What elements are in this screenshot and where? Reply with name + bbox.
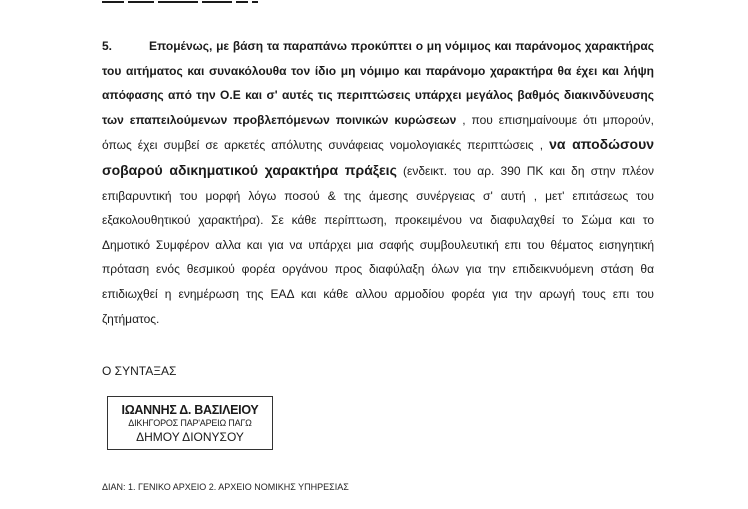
paragraph-bold-text: Επομένως, με βάση τα παραπάνω προκύπτει ο μη νόμιμος και παράνομος χαρακτήρας του αιτήματος και συνακόλουθα τον ίδιο μη νόμιμο και παράνομο χαρακτήρα θα έχει και λήψη απόφασης από την Ο.Ε και σ' αυτές τις περιπτώσεις υπάρχει μεγάλος βαθμός διακινδύνευσης των επαπειλούμενων προβλεπόμενων ποινικών κυρώσεων xyxy=(102,39,654,127)
paragraph-text-1: , που επισημαίνουμε ότι μπορούν, όπως έχει συμβεί σε αρκετές απόλυτης συνάφειας νομολογιακές περιπτώσεις , xyxy=(102,112,654,153)
signature-name: ΙΩΑΝΝΗΣ Δ. ΒΑΣΙΛΕΙΟΥ xyxy=(121,403,259,417)
signature-organization: ΔΗΜΟΥ ΔΙΟΝΥΣΟΥ xyxy=(136,430,244,444)
distribution-list: ΔΙΑΝ: 1. ΓΕΝΙΚΟ ΑΡΧΕΙΟ 2. ΑΡΧΕΙΟ ΝΟΜΙΚΗΣ ΥΠΗΡΕΣΙΑΣ xyxy=(102,482,349,492)
paragraph-emphasis: να αποδώσουν σοβαρού αδικηματικού χαρακτήρα πράξεις xyxy=(102,136,655,178)
paragraph-text-2: (ενδεικτ. του αρ. 390 ΠΚ και δη στην πλέον επιβαρυντική του μορφή λόγω ποσού & της άμεσης συνέργειας σ' αυτή , μετ' επιτάσεως του εξακολουθητικού χαρακτήρα). Σε κάθε περίπτωση, προκειμένου να διαφυλαχθεί το Σώμα και το Δημοτικό Συμφέρον αλλα και για να υπάρχει μια σαφής συμβουλευτική επι του θέματος εισηγητική πρόταση ενός θεσμικού φορέα οργάνου προς διαφύλαξη όλων για την επιδεικνυόμενη στάση θα επιδιωχθεί η ενημέρωση της ΕΑΔ και κάθε αλλου αρμοδίου φορέα για την αρωγή τους επι του ζητήματος. xyxy=(102,163,654,326)
paragraph-number: 5. xyxy=(102,39,113,53)
signature-stamp xyxy=(107,396,273,450)
cropped-previous-line xyxy=(102,0,654,3)
paragraph-5 xyxy=(102,34,654,331)
signature-role: ΔΙΚΗΓΟΡΟΣ ΠΑΡ'ΑΡΕΙΩ ΠΑΓΩ xyxy=(128,418,252,428)
author-label: Ο ΣΥΝΤΑΞΑΣ xyxy=(102,364,177,378)
